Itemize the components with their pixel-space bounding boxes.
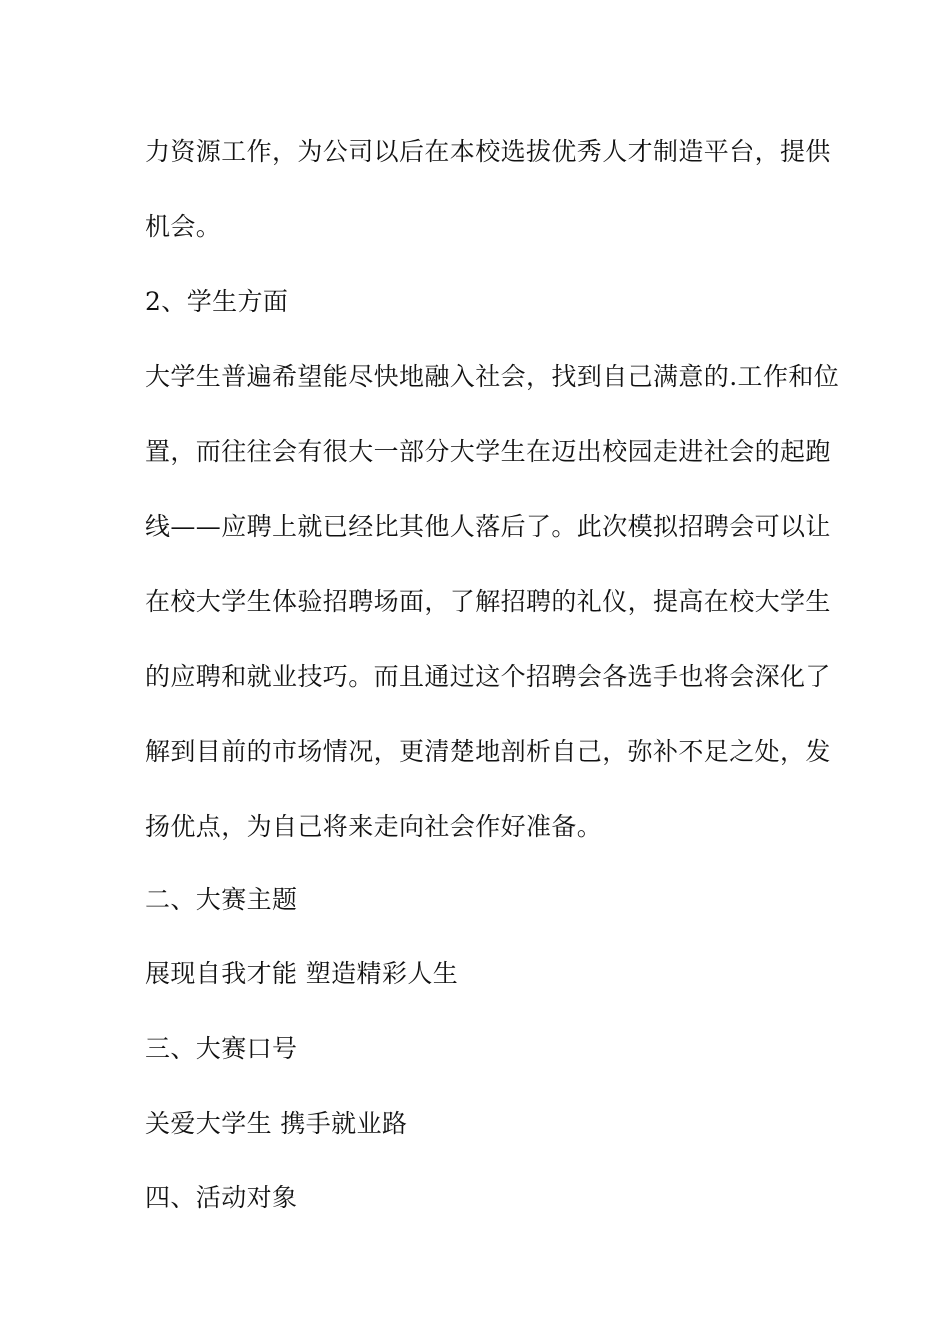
paragraph-line: 在校大学生体验招聘场面，了解招聘的礼仪，提高在校大学生 (145, 587, 831, 616)
paragraph-line: 解到目前的市场情况，更清楚地剖析自己，弥补不足之处，发 (145, 737, 831, 766)
paragraph-line: 线——应聘上就已经比其他人落后了。此次模拟招聘会可以让 (145, 512, 831, 541)
paragraph-line: 大学生普遍希望能尽快地融入社会，找到自己满意的.工作和位 (145, 362, 840, 391)
theme-text: 展现自我才能 塑造精彩人生 (145, 959, 459, 988)
section-heading: 三、大赛口号 (145, 1034, 298, 1063)
section-heading: 2、学生方面 (145, 287, 289, 316)
paragraph-line: 扬优点，为自己将来走向社会作好准备。 (145, 812, 603, 841)
paragraph-line: 力资源工作，为公司以后在本校选拔优秀人才制造平台，提供 (145, 137, 831, 166)
paragraph-line: 的应聘和就业技巧。而且通过这个招聘会各选手也将会深化了 (145, 662, 831, 691)
paragraph-line: 置，而往往会有很大一部分大学生在迈出校园走进社会的起跑 (145, 437, 831, 466)
section-heading: 四、活动对象 (145, 1183, 298, 1212)
section-heading: 二、大赛主题 (145, 885, 298, 914)
paragraph-line: 机会。 (145, 212, 222, 241)
slogan-text: 关爱大学生 携手就业路 (145, 1109, 408, 1138)
